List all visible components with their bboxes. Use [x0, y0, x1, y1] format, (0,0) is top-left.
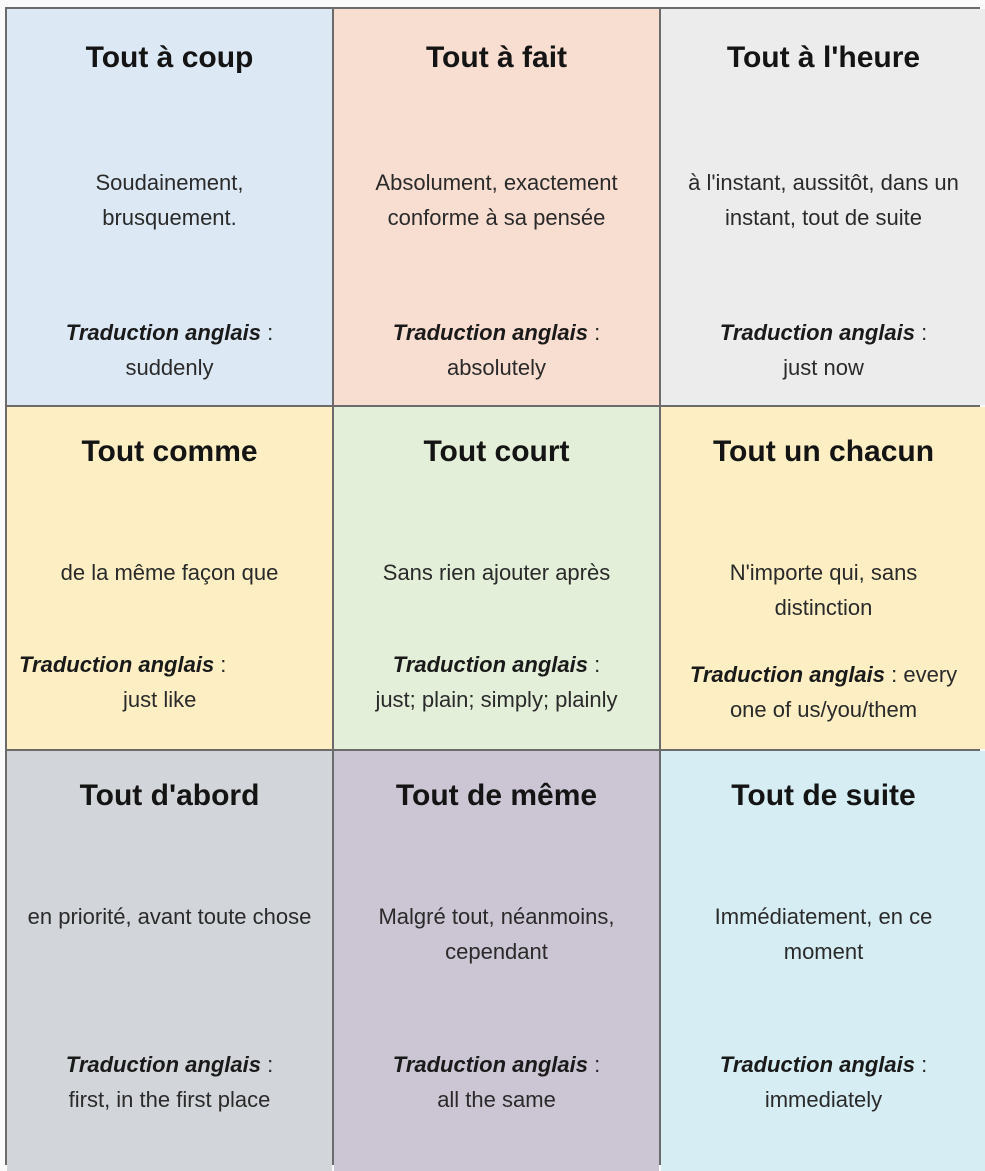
expression-title: Tout à coup	[85, 41, 254, 74]
translation-block: Traduction anglais : suddenly	[65, 320, 274, 380]
translation-block: Traduction anglais : every one of us/you/them	[689, 662, 958, 722]
translation-value: just; plain; simply; plainly	[375, 687, 618, 712]
expression-meaning: Absolument, exactement conforme à sa pensée	[375, 170, 618, 230]
translation-block: Traduction anglais : just now	[719, 320, 928, 380]
expression-meaning: à l'instant, aussitôt, dans un instant, tout de suite	[688, 170, 959, 230]
translation-label: Traduction anglais	[719, 1052, 915, 1077]
expression-title: Tout de suite	[731, 779, 916, 812]
translation-block: Traduction anglais : all the same	[392, 1052, 601, 1112]
translation-value: absolutely	[446, 355, 547, 380]
translation-label: Traduction anglais	[392, 320, 588, 345]
cell-tout-d-abord	[7, 751, 332, 1171]
cell-tout-un-chacun	[661, 407, 985, 749]
translation-label: Traduction anglais	[392, 652, 588, 677]
cell-tout-de-meme	[334, 751, 659, 1171]
expression-meaning: de la même façon que	[60, 560, 279, 585]
translation-label: Traduction anglais	[719, 320, 915, 345]
translation-block: Traduction anglais : first, in the first place	[65, 1052, 274, 1112]
expression-title: Tout comme	[81, 435, 258, 468]
expression-meaning: Malgré tout, néanmoins, cependant	[378, 904, 615, 964]
expression-meaning: Soudainement, brusquement.	[95, 170, 244, 230]
translation-value: all the same	[437, 1087, 556, 1112]
translation-block: Traduction anglais : just like	[19, 647, 322, 717]
cell-tout-a-coup	[7, 9, 332, 405]
translation-label: Traduction anglais	[689, 662, 886, 687]
expression-title: Tout à l'heure	[726, 41, 921, 74]
cell-tout-a-l-heure	[661, 9, 985, 405]
translation-value: first, in the first place	[68, 1087, 271, 1112]
expression-title: Tout d'abord	[79, 779, 260, 812]
translation-label: Traduction anglais	[65, 1052, 261, 1077]
cell-tout-court	[334, 407, 659, 749]
expression-title: Tout à fait	[425, 41, 568, 74]
cell-tout-de-suite	[661, 751, 985, 1171]
expression-meaning: en priorité, avant toute chose	[27, 904, 312, 929]
expression-meaning: Immédiatement, en ce moment	[714, 904, 933, 964]
expression-title: Tout un chacun	[712, 435, 935, 468]
translation-value: suddenly	[125, 355, 214, 380]
expressions-table	[5, 7, 980, 1165]
translation-block: Traduction anglais : absolutely	[392, 320, 601, 380]
expression-title: Tout court	[423, 435, 570, 468]
expression-meaning: Sans rien ajouter après	[382, 560, 611, 585]
cell-tout-a-fait	[334, 9, 659, 405]
expression-meaning: N'importe qui, sans distinction	[729, 560, 918, 620]
expression-title: Tout de même	[395, 779, 598, 812]
translation-label: Traduction anglais	[392, 1052, 588, 1077]
translation-value: just like	[123, 687, 197, 712]
translation-value: every one of us/you/them	[729, 662, 958, 722]
translation-value: immediately	[764, 1087, 883, 1112]
translation-value: just now	[783, 355, 864, 380]
translation-block: Traduction anglais : immediately	[719, 1052, 928, 1112]
translation-label: Traduction anglais	[19, 652, 215, 677]
cell-tout-comme	[7, 407, 332, 749]
translation-block: Traduction anglais : just; plain; simply; plainly	[375, 652, 618, 712]
translation-label: Traduction anglais	[65, 320, 261, 345]
